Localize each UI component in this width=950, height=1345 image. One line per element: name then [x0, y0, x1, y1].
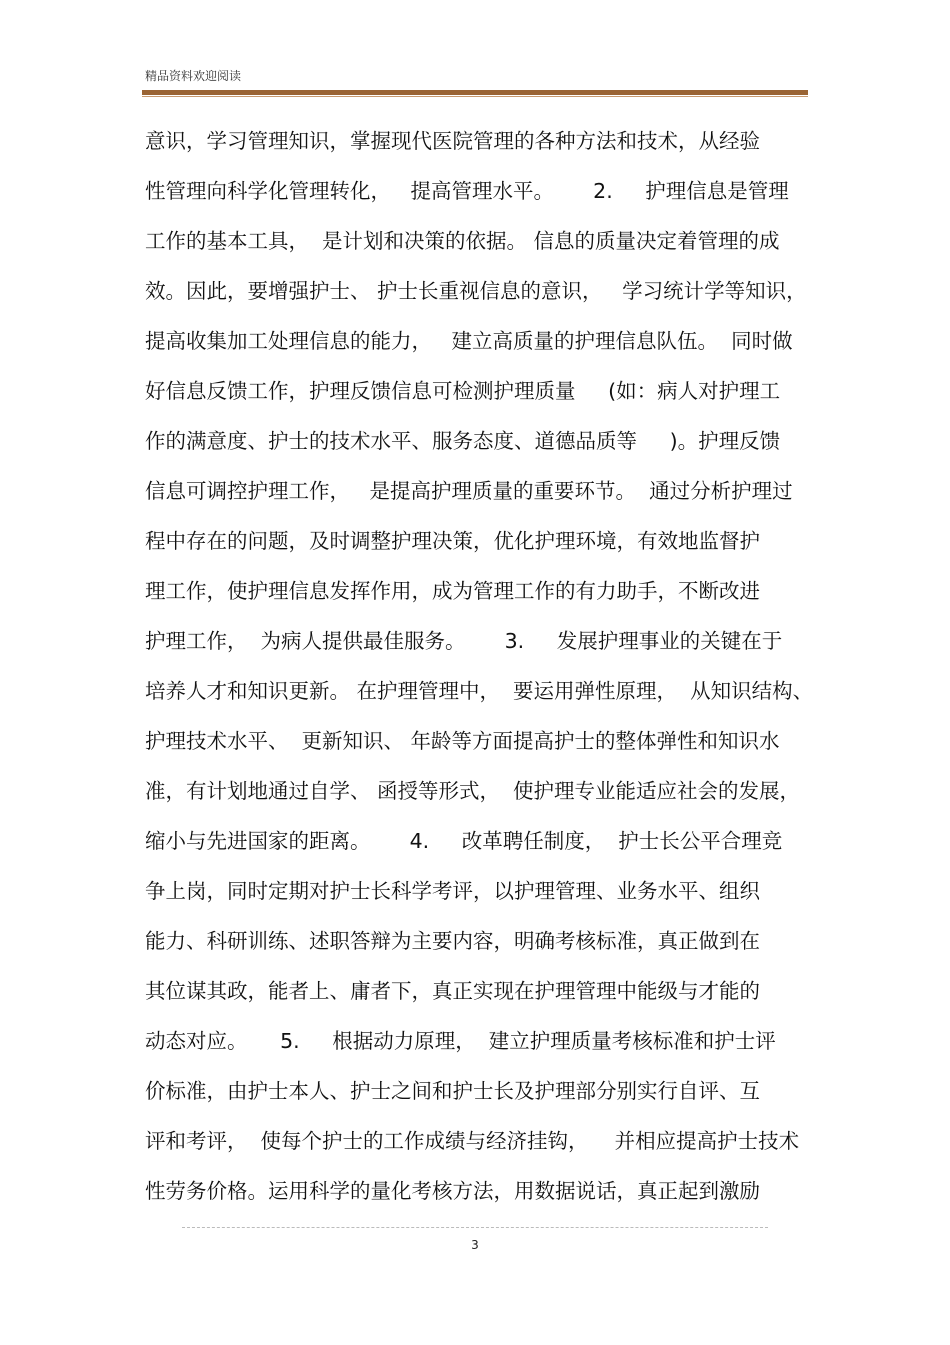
text-line: 理工作，使护理信息发挥作用，成为管理工作的有力助手，不断改进 [145, 579, 760, 603]
text-line: 缩小与先进国家的距离。 4. 改革聘任制度， 护士长公平合理竞 [145, 829, 783, 853]
page-header-text: 精品资料欢迎阅读 [145, 69, 242, 83]
text-line: 信息可调控护理工作， 是提高护理质量的重要环节。 通过分析护理过 [145, 479, 793, 503]
header-rule-thick [142, 90, 808, 95]
text-line: 作的满意度、护士的技术水平、服务态度、道德品质等 )。护理反馈 [145, 429, 781, 453]
text-line: 动态对应。 5. 根据动力原理， 建立护理质量考核标准和护士评 [145, 1029, 776, 1053]
text-line: 性管理向科学化管理转化， 提高管理水平。 2. 护理信息是管理 [145, 179, 789, 203]
body-text [145, 126, 815, 1226]
text-line: 效。因此，要增强护士、 护士长重视信息的意识， 学习统计学等知识， [145, 279, 807, 303]
text-line: 培养人才和知识更新。 在护理管理中， 要运用弹性原理， 从知识结构、 [145, 679, 814, 703]
text-line: 价标准，由护士本人、护士之间和护士长及护理部分别实行自评、互 [145, 1079, 760, 1103]
text-line: 其位谋其政，能者上、庸者下，真正实现在护理管理中能级与才能的 [145, 979, 760, 1003]
text-line: 争上岗，同时定期对护士长科学考评，以护理管理、业务水平、组织 [145, 879, 760, 903]
text-line: 准，有计划地通过自学、 函授等形式， 使护理专业能适应社会的发展， [145, 779, 801, 803]
text-line: 好信息反馈工作，护理反馈信息可检测护理质量 (如：病人对护理工 [145, 379, 781, 403]
text-line: 意识，学习管理知识，掌握现代医院管理的各种方法和技术，从经验 [145, 129, 760, 153]
text-line: 能力、科研训练、述职答辩为主要内容，明确考核标准，真正做到在 [145, 929, 760, 953]
text-line: 护理技术水平、 更新知识、 年龄等方面提高护士的整体弹性和知识水 [145, 729, 780, 753]
text-line: 程中存在的问题，及时调整护理决策，优化护理环境，有效地监督护 [145, 529, 760, 553]
header-rule-thin [142, 96, 808, 97]
text-line: 性劳务价格。运用科学的量化考核方法，用数据说话，真正起到激励 [145, 1179, 760, 1203]
text-line: 工作的基本工具， 是计划和决策的依据。 信息的质量决定着管理的成 [145, 229, 780, 253]
page-number: 3 [471, 1238, 479, 1252]
text-line: 护理工作， 为病人提供最佳服务。 3. 发展护理事业的关键在于 [145, 629, 783, 653]
footer-rule [182, 1227, 768, 1228]
text-line: 提高收集加工处理信息的能力， 建立高质量的护理信息队伍。 同时做 [145, 329, 793, 353]
text-line: 评和考评， 使每个护士的工作成绩与经济挂钩， 并相应提高护士技术 [145, 1129, 800, 1153]
